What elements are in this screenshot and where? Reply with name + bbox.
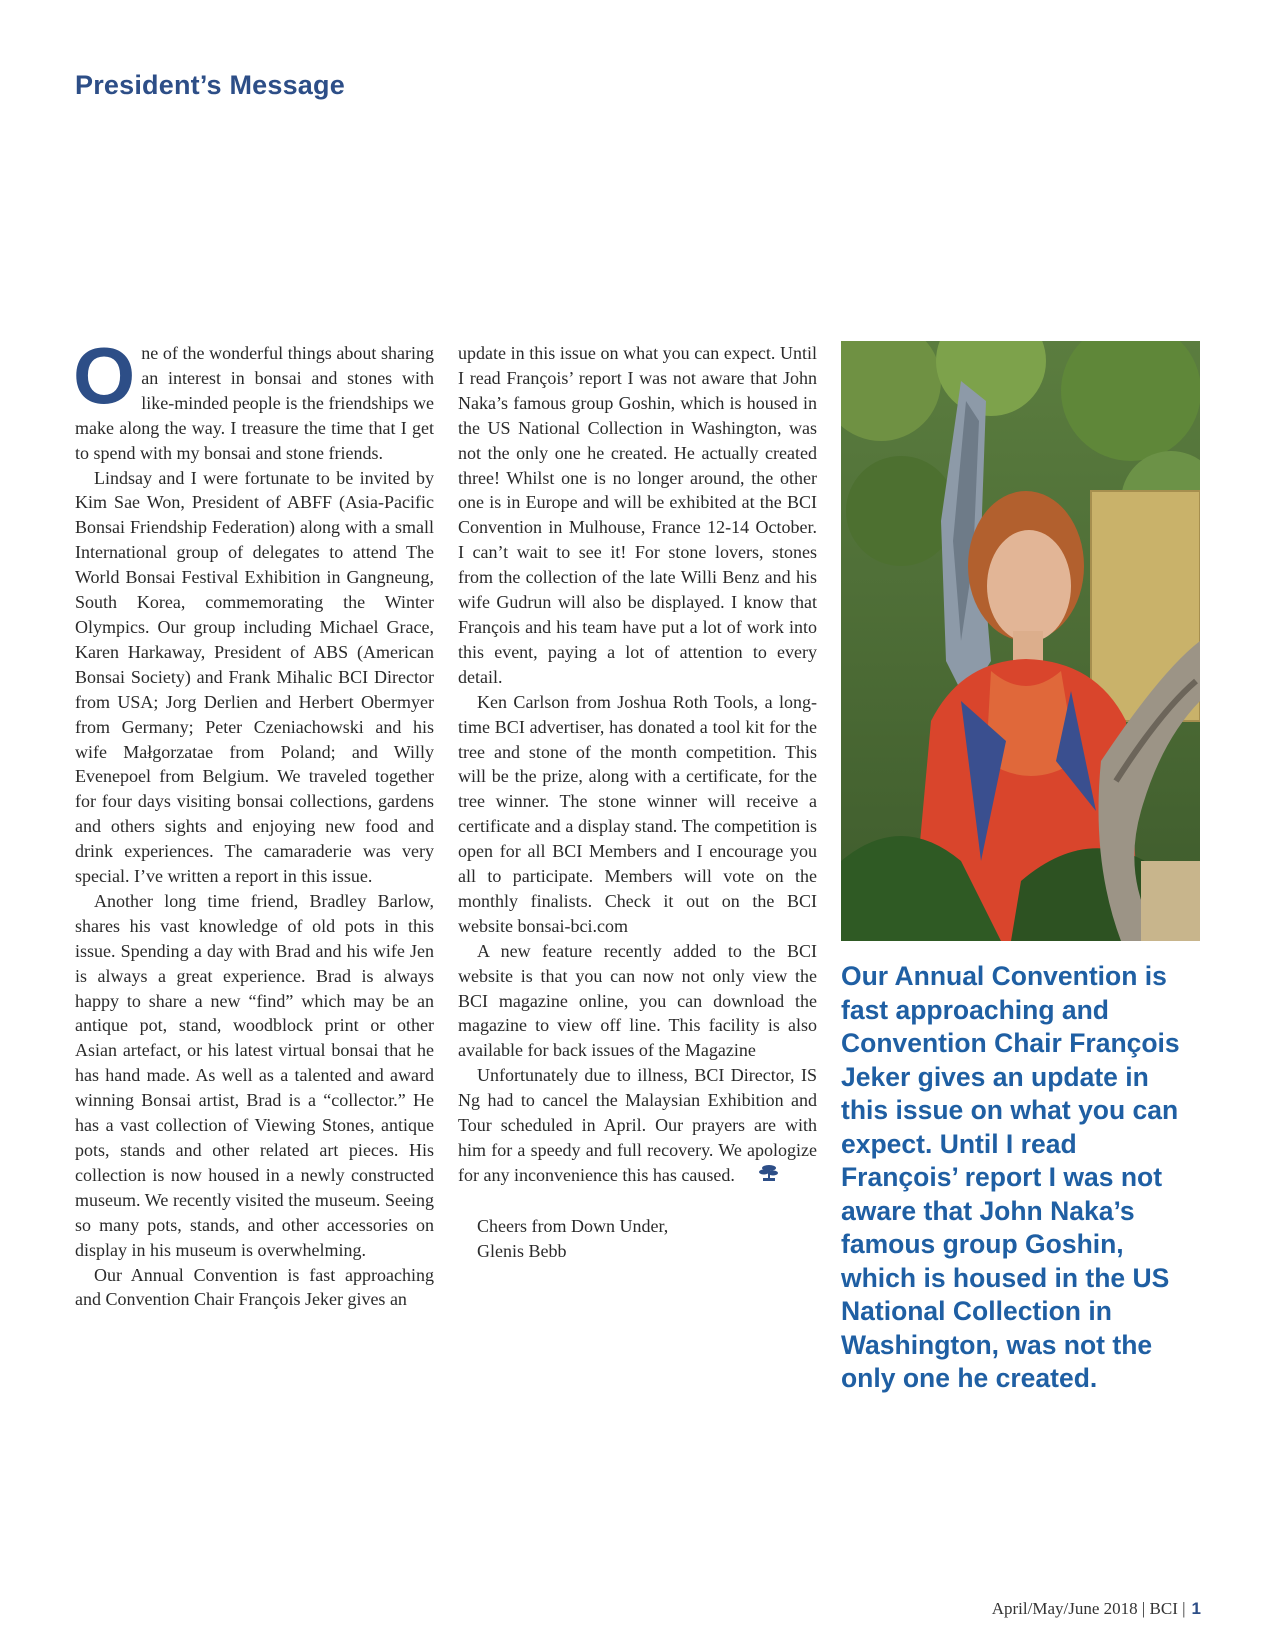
pull-quote: Our Annual Convention is fast approaching and Convention Chair François Jeker gives an update in this issue on what you can expect. Until I read François’ report I was not aware that John Naka’s famous group Goshin, which is housed in the US National Collection in Washington, was not the only one he created. bbox=[841, 961, 1180, 1393]
page-title: President’s Message bbox=[75, 70, 345, 100]
page-number: 1 bbox=[1191, 1599, 1201, 1618]
paragraph-text: ne of the wonderful things about sharing an interest in bonsai and stones with like-minded people is the friendships we make along the way. I treasure the time that I get to spend with my bonsai and stone friends. bbox=[75, 343, 434, 463]
signoff-name: Glenis Bebb bbox=[477, 1241, 567, 1262]
signoff-line: Cheers from Down Under, bbox=[477, 1216, 669, 1237]
article-paragraph: Lindsay and I were fortunate to be invited by Kim Sae Won, President of ABFF (Asia-Pacific Bonsai Friendship Federation) along with a small International group of delegates to attend The World Bonsai Festival Exhibition in Gangneung, South Korea, commemorating the Winter Olympics. Our group including Michael Grace, Karen Harkaway, President of ABS (American Bonsai Society) and Frank Mihalic BCI Director from USA; Jorg Derlien and Herbert Obermyer from Germany; Peter Czeniachowski and his wife Małgorzatae from Poland; and Willy Evenepoel from Belgium. We traveled together for four days visiting bonsai collections, gardens and others sights and enjoying new food and drink experiences. The camaraderie was very special. I’ve written a report in this issue. bbox=[75, 467, 434, 887]
page-footer bbox=[992, 1599, 1201, 1619]
article-paragraph bbox=[73, 331, 434, 466]
bonsai-tree-icon bbox=[739, 1164, 780, 1189]
article-paragraph: Our Annual Convention is fast approaching and Convention Chair François Jeker gives an bbox=[75, 1264, 434, 1310]
article-paragraph: Ken Carlson from Joshua Roth Tools, a long-time BCI advertiser, has donated a tool kit for the tree and stone of the month competition. This will be the prize, along with a certificate, for the tree winner. The stone winner will receive a certificate and a display stand. The competition is open for all BCI Members and I encourage you all to participate. Members will vote on the monthly finalists. Check it out on the BCI website bonsai-bci.com bbox=[458, 691, 817, 936]
article-column-2 bbox=[458, 341, 817, 1264]
article-paragraph: Another long time friend, Bradley Barlow, shares his vast knowledge of old pots in this issue. Spending a day with Brad and his wife Jen is always a great experience. Brad is always happy to share a new “find” which may be an antique pot, stand, woodblock print or other Asian artefact, or his latest virtual bonsai that he has hand made. As well as a talented and award winning Bonsai artist, Brad is a “collector.” He has a vast collection of Viewing Stones, antique pots, stands and other related art pieces. His collection is now housed in a newly constructed museum. We recently visited the museum. Seeing so many pots, stands, and other accessories on display in his museum is overwhelming. bbox=[75, 890, 434, 1260]
article-paragraph bbox=[458, 1063, 817, 1189]
article-paragraph: A new feature recently added to the BCI website is that you can now not only view the BCI magazine online, you can download the magazine to view off line. This facility is also available for back issues of the Magazine bbox=[458, 940, 817, 1061]
portrait-photo bbox=[841, 341, 1200, 941]
article-paragraph: update in this issue on what you can expect. Until I read François’ report I was not aware that John Naka’s famous group Goshin, which is housed in the US National Collection in Washington, was not the only one he created. He actually created three! Whilst one is no longer around, the other one is in Europe and will be exhibited at the BCI Convention in Mulhouse, France 12-14 October. I can’t wait to see it! For stone lovers, stones from the collection of the late Willi Benz and his wife Gudrun will also be displayed. I know that François and his team have put a lot of work into this event, paying a lot of attention to every detail. bbox=[458, 343, 817, 687]
signoff bbox=[458, 1214, 817, 1264]
issue-label: April/May/June 2018 | BCI | bbox=[991, 1599, 1186, 1618]
paragraph-text: Unfortunately due to illness, BCI Director, IS Ng had to cancel the Malaysian Exhibition and Tour scheduled in April. Our prayers are with him for a speedy and full recovery. We apologize for any inconvenience this has caused. bbox=[458, 1065, 817, 1185]
drop-cap: O bbox=[73, 331, 136, 420]
article-column-1 bbox=[73, 331, 434, 1312]
